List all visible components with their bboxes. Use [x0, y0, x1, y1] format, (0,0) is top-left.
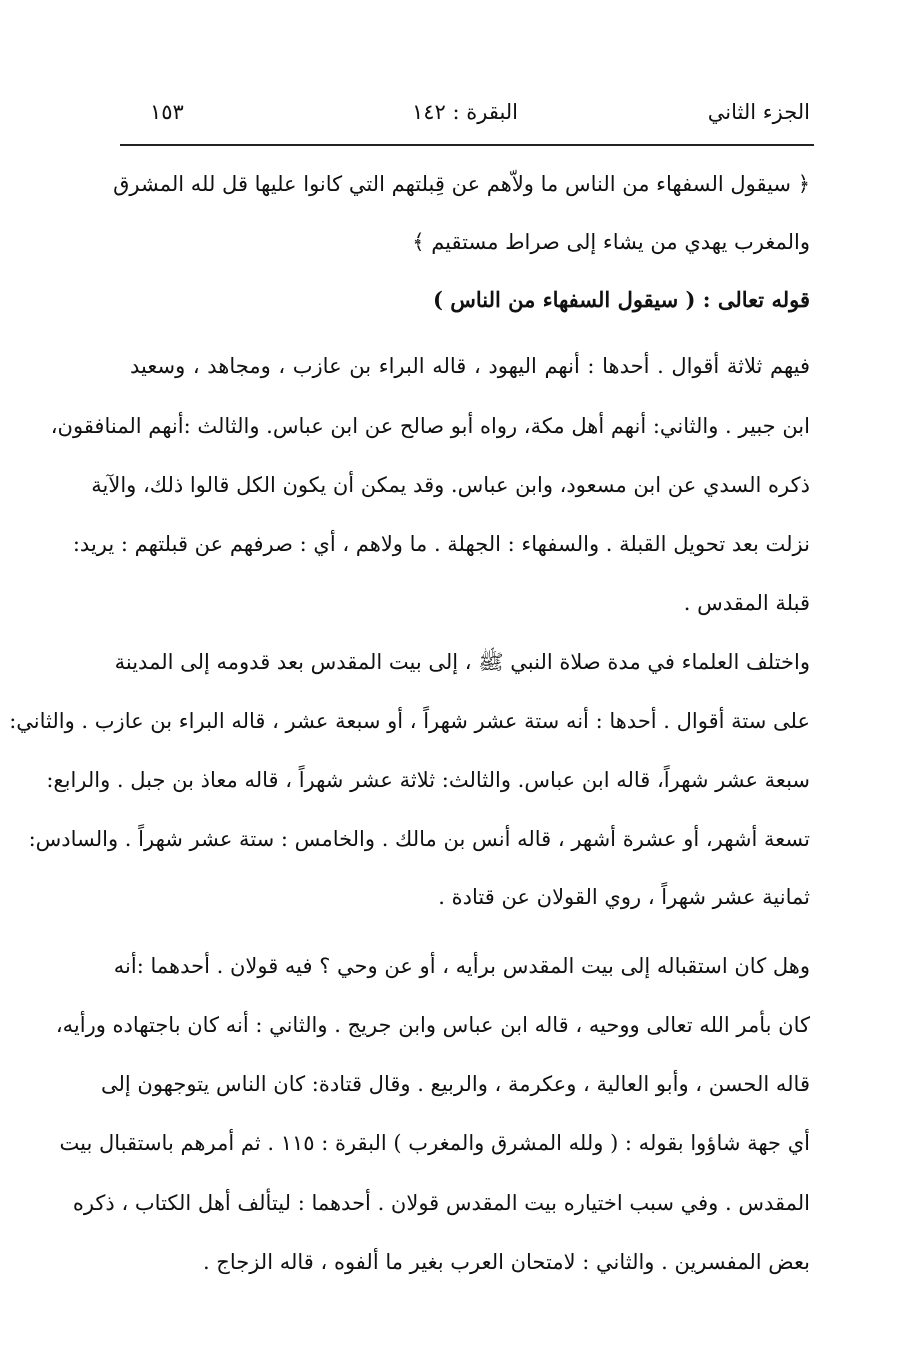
paragraph-line: نزلت بعد تحويل القبلة . والسفهاء : الجهلة . ما ولاهم ، أي : صرفهم عن قبلتهم : يريد:: [72, 532, 810, 556]
paragraph-line: فيهم ثلاثة أقوال . أحدها : أنهم اليهود ، قاله البراء بن عازب ، ومجاهد ، وسعيد: [130, 354, 810, 378]
verse-line: ﴿ سيقول السفهاء من الناس ما ولاّهم عن قِبلتهم التي كانوا عليها قل لله المشرق: [113, 172, 810, 196]
surah-reference: البقرة : ١٤٢: [411, 100, 519, 124]
paragraph-line: تسعة أشهر، أو عشرة أشهر ، قاله أنس بن مالك . والخامس : ستة عشر شهراً . والسادس:: [28, 827, 810, 851]
page-header: [120, 96, 810, 132]
paragraph-line: ذكره السدي عن ابن مسعود، وابن عباس. وقد يمكن أن يكون الكل قالوا ذلك، والآية: [91, 473, 810, 497]
page-number: ١٥٣: [150, 100, 184, 124]
paragraph-line: على ستة أقوال . أحدها : أنه ستة عشر شهراً ، أو سبعة عشر ، قاله البراء بن عازب . والثاني:: [9, 709, 810, 733]
paragraph-line: ابن جبير . والثاني: أنهم أهل مكة، رواه أبو صالح عن ابن عباس. والثالث :أنهم المنافقون،: [50, 414, 810, 438]
paragraph-line: المقدس . وفي سبب اختياره بيت المقدس قولان . أحدهما : ليتألف أهل الكتاب ، ذكره: [72, 1191, 810, 1215]
part-title: الجزء الثاني: [707, 100, 810, 124]
paragraph-line: ثمانية عشر شهراً ، روي القولان عن قتادة .: [438, 885, 810, 909]
verse-line: والمغرب يهدي من يشاء إلى صراط مستقيم ﴾: [412, 230, 810, 254]
paragraph-line: بعض المفسرين . والثاني : لامتحان العرب بغير ما ألفوه ، قاله الزجاج .: [202, 1250, 810, 1274]
header-divider: [120, 144, 814, 146]
paragraph-line: واختلف العلماء في مدة صلاة النبي ﷺ ، إلى بيت المقدس بعد قدومه إلى المدينة: [114, 650, 810, 674]
paragraph-line: كان بأمر الله تعالى ووحيه ، قاله ابن عباس وابن جريج . والثاني : أنه كان باجتهاده ورأيه،: [55, 1013, 810, 1037]
paragraph-line: أي جهة شاؤوا بقوله : ( ولله المشرق والمغرب ) البقرة : ١١٥ . ثم أمرهم باستقبال بيت: [59, 1131, 810, 1155]
paragraph-line: وهل كان استقباله إلى بيت المقدس برأيه ، أو عن وحي ؟ فيه قولان . أحدهما :أنه: [113, 954, 810, 978]
section-heading: قوله تعالى : ( سيقول السفهاء من الناس ): [433, 287, 810, 312]
paragraph-line: قاله الحسن ، وأبو العالية ، وعكرمة ، والربيع . وقال قتادة: كان الناس يتوجهون إلى: [100, 1072, 810, 1096]
paragraph-line: قبلة المقدس .: [683, 591, 810, 615]
paragraph-line: سبعة عشر شهراً، قاله ابن عباس. والثالث: ثلاثة عشر شهراً ، قاله معاذ بن جبل . والرابع:: [46, 768, 810, 792]
